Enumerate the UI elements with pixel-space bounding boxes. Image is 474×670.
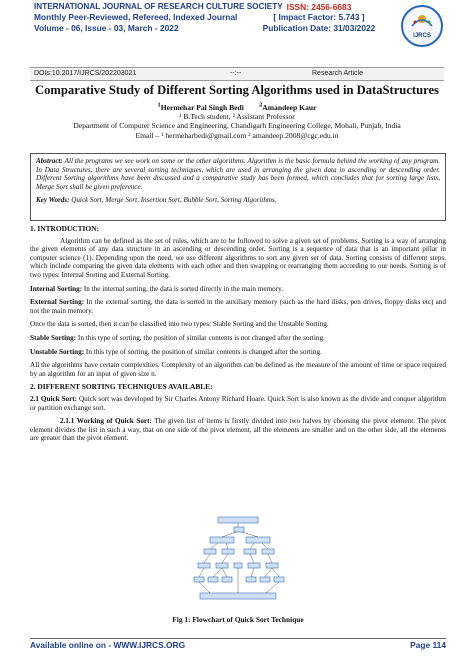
flow-box-b	[208, 577, 218, 582]
classification-paragraph: Once the data is sorted, then it can be classified into two types: Stable Sorting and the Unstable Sorting.	[30, 320, 329, 329]
quick-sort-paragraph: 2.1 Quick Sort: Quick sort was developed by Sir Charles Antony Richard Hoare. Quick Sort is also known as the divide and conquer algorithm or partition exchange sort.	[30, 394, 446, 412]
flow-box-r3	[248, 563, 260, 568]
flow-box-r4	[266, 563, 278, 568]
author-2: Amandeep Kaur	[262, 102, 317, 112]
flow-box-e	[260, 577, 270, 582]
author-names: $^1$Hermehar Pal Singh Bedi $^2$Amandeep Kaur	[157, 101, 317, 112]
volume-line: Volume - 06, Issue - 03, March - 2022	[34, 22, 179, 33]
journal-type: Monthly Peer-Reviewed, Refereed, Indexed Journal	[34, 12, 238, 23]
paper-body	[30, 225, 446, 448]
flow-box-d	[246, 577, 256, 582]
section-heading-techniques: 2. DIFFERENT SORTING TECHNIQUES AVAILABLE:	[30, 382, 213, 392]
flow-box-r2	[262, 549, 274, 554]
flow-box-right	[246, 537, 270, 543]
internal-sorting-paragraph: Internal Sorting: In the internal sorting, the data is sorted directly in the main memory.	[30, 284, 284, 293]
paper-title: Comparative Study of Different Sorting Algorithms used in DataStructures	[35, 83, 439, 97]
flow-box-left	[210, 537, 234, 543]
complexity-paragraph: All the algorithms have certain complexities. Complexity of an algorithm can be defined as the measure of the amount of time or space required by an algorithm for an input of given size n.	[30, 361, 446, 378]
external-sorting-paragraph: External Sorting: In the external sorting, the data is sorted in the auxiliary memory (such as the hard disks, pen drives, floppy disks etc) and not the main memory.	[30, 298, 447, 315]
journal-header	[0, 0, 474, 58]
flow-box-a	[194, 577, 204, 582]
doi[interactable]: DOIs:10.2017/IJRCS/202203021	[34, 70, 137, 77]
flow-box-c	[222, 577, 232, 582]
section-heading-introduction: 1. INTRODUCTION:	[30, 224, 99, 233]
logo-emblem-icon	[410, 12, 434, 28]
working-quick-sort-paragraph: 2.1.1 Working of Quick Sort: The given list of items is firstly divided into two halves by choosing the pivot element. The pivot element divides the list in such a way, that on one side of the pivot element, all the elements are smaller and on the other side, all the elements are greater than the pivot element.	[30, 417, 446, 443]
doi-separator: --:--	[230, 70, 242, 77]
stable-sorting-paragraph: Stable Sorting: In this type of sorting, the position of similar contents is not changed after the sorting.	[30, 333, 325, 342]
logo-text: IJRCS	[413, 33, 431, 39]
quick-sort-flowchart	[190, 515, 285, 610]
flow-box-root	[218, 517, 258, 523]
journal-info-left	[34, 2, 283, 33]
flow-box-l4	[216, 563, 228, 568]
article-type: Research Article	[312, 70, 363, 77]
abstract-paragraph: Abstract: All the programs we see work on some or the other algorithms. Algorithm is the basic formula behind the working of any program. In Data Structures, there are several sorting techniques, which are used in arranging the given data in ascending or descending order. Different Sorting algorithms have been discussed and a comparative study has been formed, which concludes that for sorting large lists, Merge Sort shall be given preference.	[36, 157, 440, 192]
keywords-paragraph: Key Words: Quick Sort, Merge Sort, Insertion Sort, Bubble Sort, Sorting Algorithms.	[36, 195, 277, 204]
unstable-sorting-paragraph: Unstable Sorting: In this type of sorting, the position of similar contents is changed after the sorting.	[30, 347, 322, 356]
flow-box-r1	[244, 549, 256, 554]
page-number: Page 114	[410, 640, 446, 650]
intro-paragraph: Algorithm can be defined as the set of rules, which are to be followed to solve a given set of problems. Sorting is a way of arranging the given elements of any data structure in an ascending or descending order. Sorting is a sequence of data that is an important pillar in computer science (1). Depending upon the need, we use different algorithms to sort any given set of data. Sorting consists of different steps, which include comparing the given data elements with each other and then swapping or rearranging them according to our needs. Sorting is of two types: Internal Sorting and External Sorting.	[30, 236, 446, 279]
author-1: Hermehar Pal Singh Bedi	[160, 102, 244, 112]
flow-box-mid	[234, 563, 242, 568]
journal-name: INTERNATIONAL JOURNAL OF RESEARCH CULTURE SOCIETY	[34, 2, 283, 11]
issn: ISSN: 2456-6683	[286, 2, 352, 12]
flow-box-l3	[198, 563, 210, 568]
flow-box-f	[274, 577, 284, 582]
flow-box-l2	[222, 549, 234, 554]
author-block	[20, 100, 454, 140]
journal-info-right	[254, 2, 384, 33]
flow-box-pivot	[234, 527, 244, 532]
author-roles: ¹ B.Tech student, ² Assistant Professor	[179, 111, 295, 121]
flow-box-l1	[204, 549, 216, 554]
figure-caption: Fig 1: Flowchart of Quick Sort Technique	[172, 615, 304, 624]
page-footer	[30, 638, 446, 650]
impact-factor: [ Impact Factor: 5.743 ]	[273, 12, 365, 23]
doi-bar	[30, 67, 444, 81]
abstract-box	[30, 153, 446, 221]
author-emails: Email – ¹ hermeharbedi@gmail.com ² amandeep.2008@cgc.edu.in	[135, 130, 339, 140]
footer-website[interactable]: Available online on - WWW.IJRCS.ORG	[30, 640, 186, 650]
publication-date: Publication Date: 31/03/2022	[262, 22, 376, 33]
flow-box-sorted	[200, 593, 276, 599]
journal-logo	[401, 5, 443, 47]
affiliation: Department of Computer Science and Engineering, Chandigarh Engineering College, Mohali, Punjab, India	[73, 121, 401, 131]
